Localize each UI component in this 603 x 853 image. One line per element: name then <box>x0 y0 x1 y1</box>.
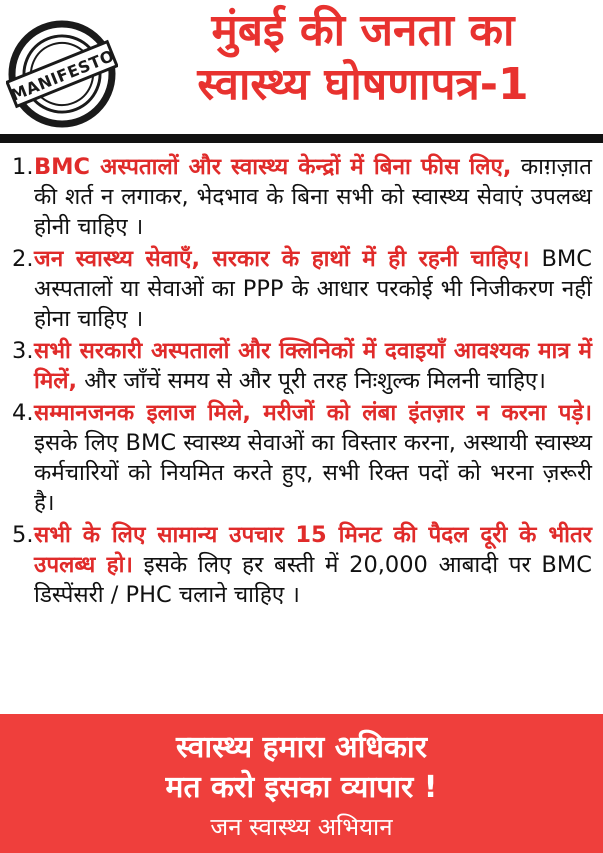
list-item <box>12 336 592 396</box>
item-text: इसके लिए BMC स्वास्थ्य सेवाओं का विस्तार करना, अस्थायी स्वास्थ्य कर्मचारियों को नियमित करते हुए, सभी रिक्त पदों को भरना ज़रूरी है। <box>34 430 592 516</box>
slogan-line-1: स्वास्थ्य हमारा अधिकार <box>176 730 427 765</box>
title-line-2: स्वास्थ्य घोषणापत्र-1 <box>197 59 529 110</box>
manifesto-stamp-text: MANIFESTO <box>7 45 118 105</box>
header-divider <box>0 134 603 143</box>
manifesto-stamp-icon <box>6 18 118 130</box>
footer-banner <box>0 714 603 853</box>
item-highlight: जन स्वास्थ्य सेवाएँ, सरकार के हाथों में ही रहनी चाहिए। <box>34 246 530 272</box>
item-number: 2. <box>12 246 34 272</box>
list-item <box>12 398 592 518</box>
item-number: 1. <box>12 154 34 180</box>
header <box>0 0 603 134</box>
title-line-1: मुंबई की जनता का <box>211 5 515 56</box>
item-highlight: सभी सरकारी अस्पतालों और क्लिनिकों में दवाइयाँ आवश्यक मात्र में मिलें, <box>34 338 592 394</box>
item-text: काग़ज़ात की शर्त न लगाकर, भेदभाव के बिना सभी को स्वास्थ्य सेवाएं उपलब्ध होनी चाहिए । <box>34 154 592 240</box>
page-title <box>128 4 598 112</box>
item-highlight: सम्मानजनक इलाज मिले, मरीजों को लंबा इंतज़ार न करना पड़े। <box>34 400 592 426</box>
item-number: 5. <box>12 522 34 548</box>
item-text: और जाँचें समय से और पूरी तरह निःशुल्क मिलनी चाहिए। <box>77 368 546 394</box>
organization-name: जन स्वास्थ्य अभियान <box>210 813 393 841</box>
item-text: BMC अस्पतालों या सेवाओं का PPP के आधार परकोई भी निजीकरण नहीं होना चाहिए । <box>34 246 592 332</box>
list-item <box>12 520 592 610</box>
item-text: इसके लिए हर बस्ती में 20,000 आबादी पर BMC डिस्पेंसरी / PHC चलाने चाहिए । <box>34 552 592 608</box>
item-highlight: BMC अस्पतालों और स्वास्थ्य केन्द्रों में बिना फीस लिए, <box>34 154 512 180</box>
item-number: 3. <box>12 338 34 364</box>
list-item <box>12 244 592 334</box>
slogan-line-2: मत करो इसका व्यापार ! <box>165 770 438 805</box>
list-item <box>12 152 592 242</box>
item-number: 4. <box>12 400 34 426</box>
item-highlight: सभी के लिए सामान्य उपचार 15 मिनट की पैदल दूरी के भीतर उपलब्ध हो। <box>34 522 592 578</box>
manifesto-list <box>12 152 592 612</box>
